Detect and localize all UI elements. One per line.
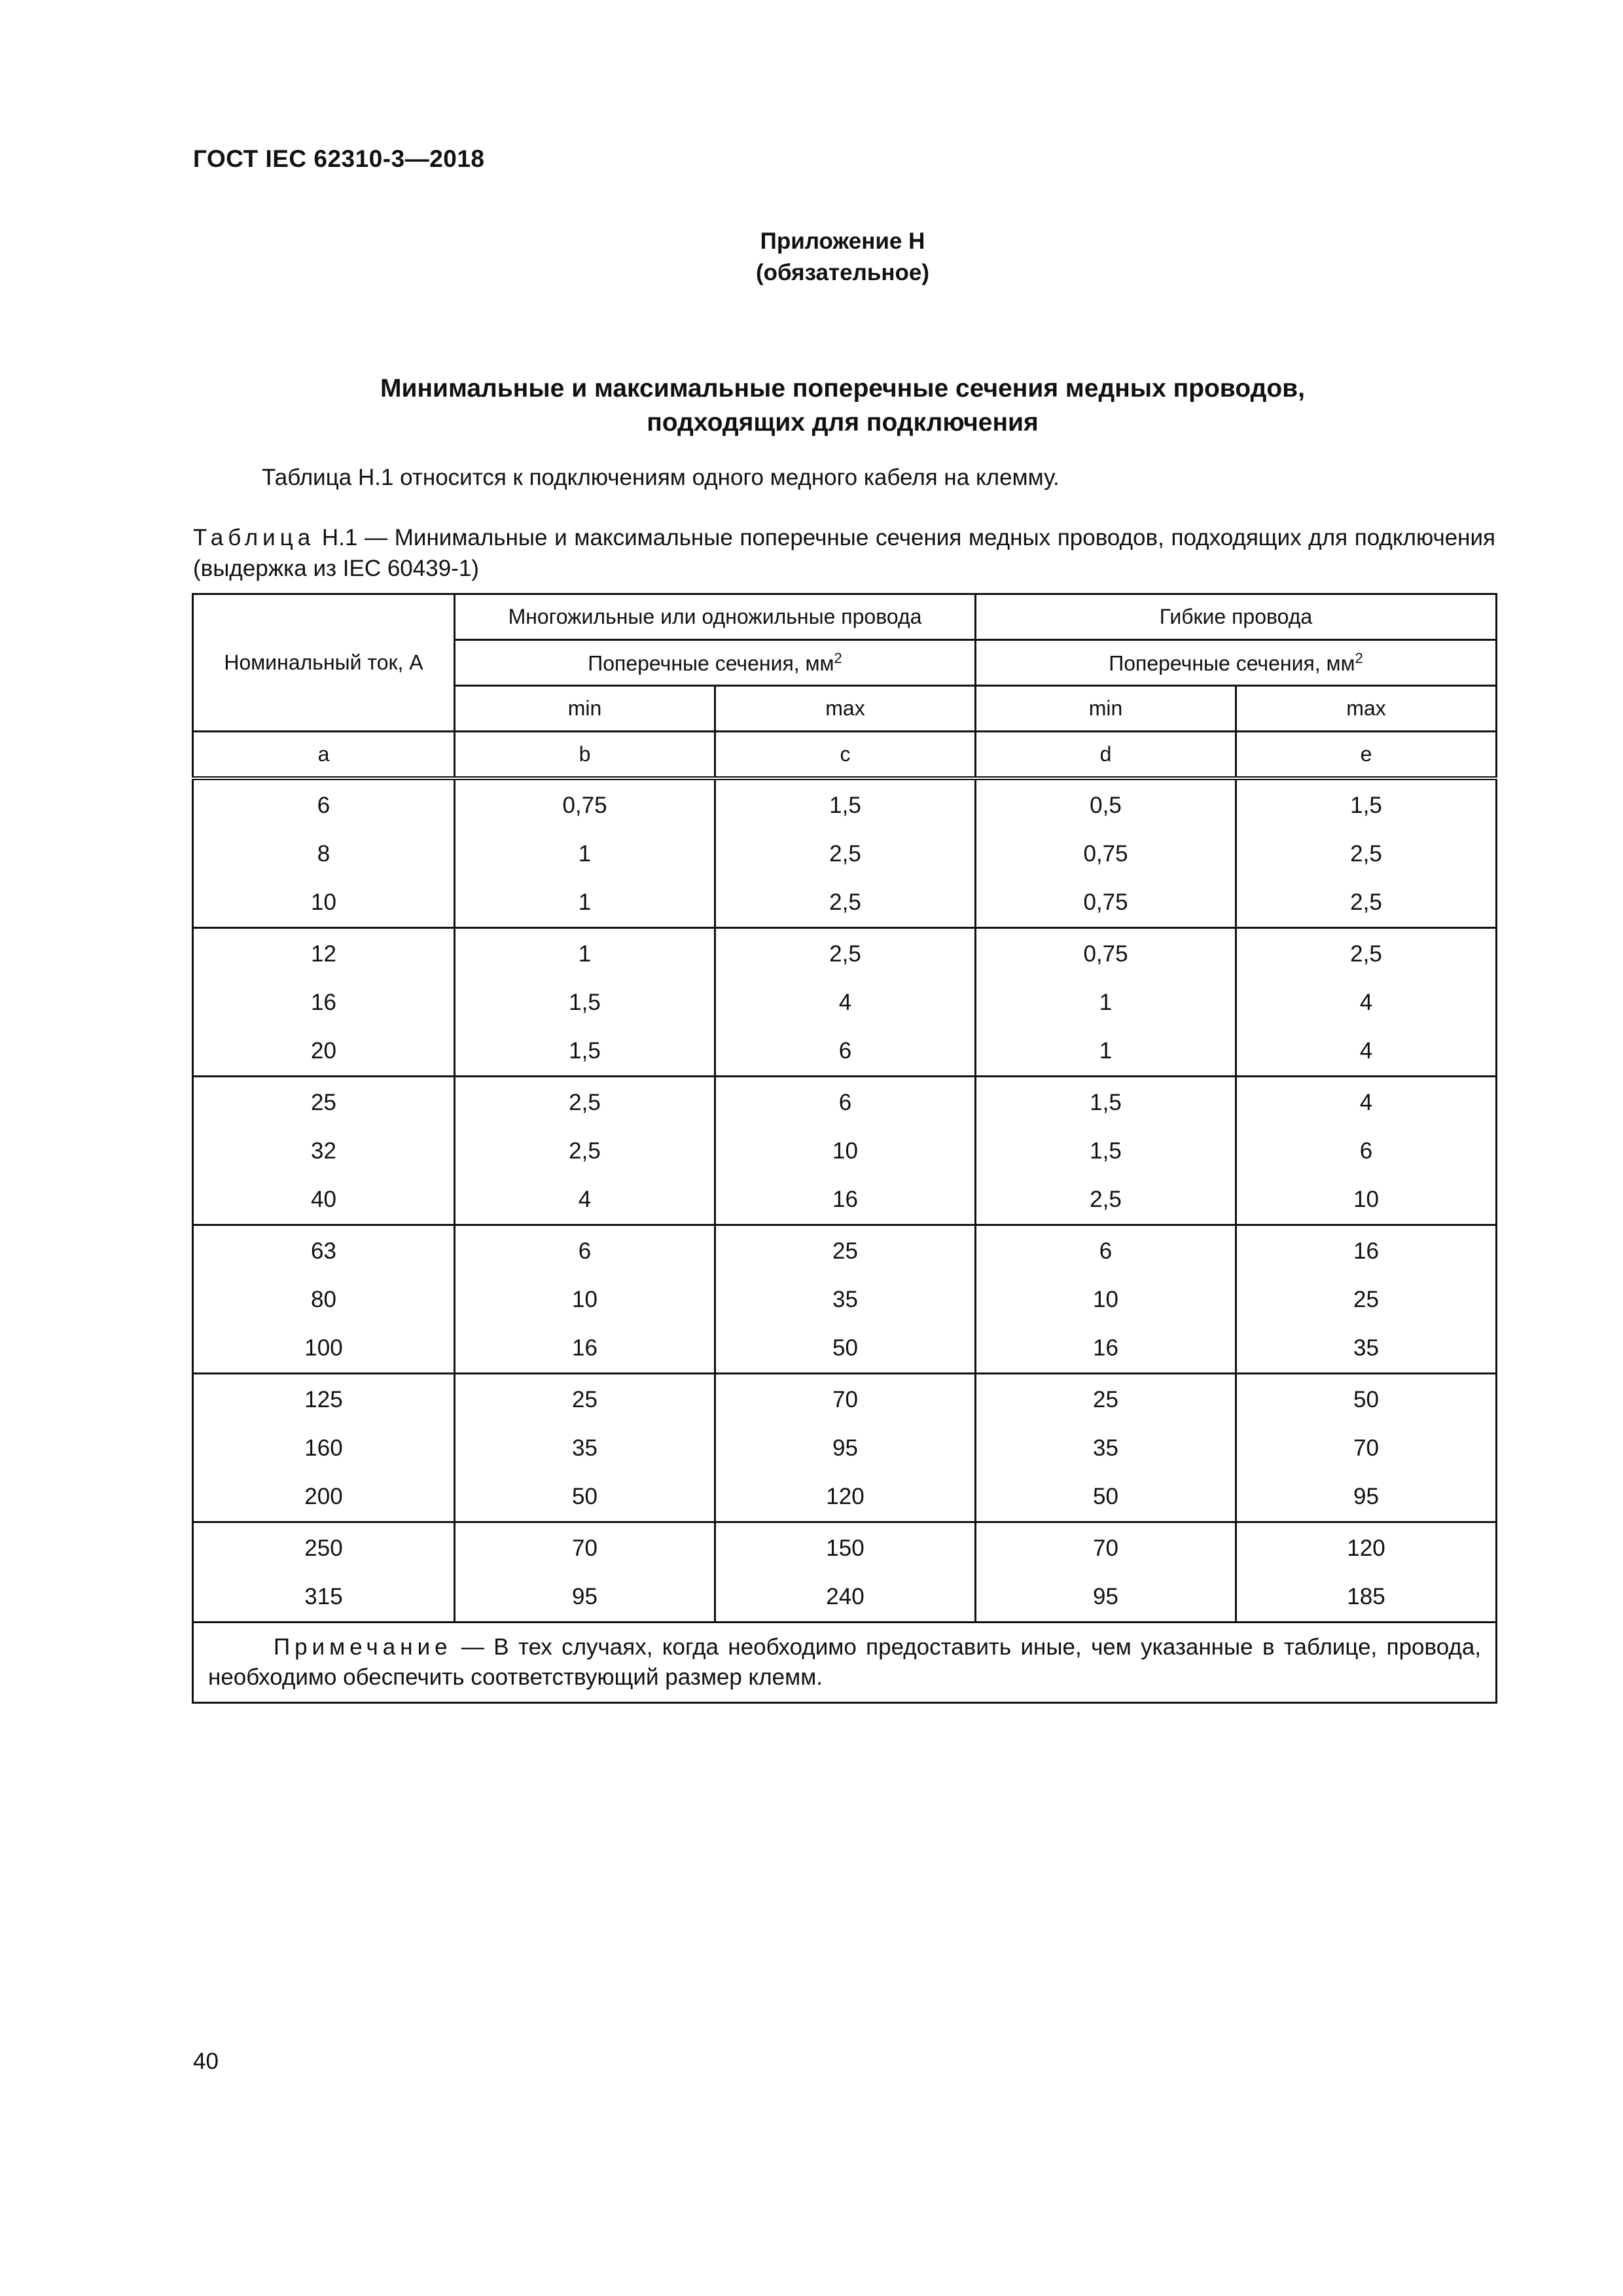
- header-min-solid: min: [455, 686, 715, 732]
- table-note-row: [193, 1623, 1497, 1703]
- solid-min-cell: [455, 1522, 715, 1623]
- cross-section-label: Поперечные сечения, мм: [588, 651, 834, 675]
- cell-value: 1,5: [1090, 1090, 1122, 1115]
- cell-value: 0,75: [1083, 889, 1128, 915]
- note-label: Примечание: [274, 1634, 452, 1660]
- cell-value: 16: [1353, 1238, 1379, 1264]
- table-caption: [193, 522, 1495, 584]
- rated-current-cell: [193, 1374, 455, 1522]
- cell-value: 6: [1099, 1238, 1113, 1264]
- cell-value: 2,5: [1350, 889, 1382, 915]
- cell-value: 25: [1353, 1287, 1379, 1312]
- cell-value: 16: [832, 1187, 858, 1212]
- cell-value: 1: [578, 841, 592, 867]
- table-row-group: [193, 778, 1497, 928]
- solid-max-cell: [715, 778, 976, 928]
- cell-value: 40: [311, 1187, 336, 1212]
- cell-value: 200: [304, 1484, 343, 1509]
- cell-value: 240: [826, 1584, 865, 1609]
- cell-value: 70: [1353, 1435, 1379, 1461]
- solid-min-cell: [455, 1374, 715, 1522]
- solid-min-cell: [455, 1225, 715, 1374]
- unit-superscript: 2: [1355, 649, 1363, 666]
- unit-superscript: 2: [834, 649, 842, 666]
- cell-value: 63: [311, 1238, 336, 1264]
- table-row-group: [193, 1225, 1497, 1374]
- header-min-flexible: min: [976, 686, 1236, 732]
- cell-value: 125: [304, 1387, 343, 1412]
- cell-value: 2,5: [1350, 841, 1382, 867]
- flexible-max-cell: [1236, 1225, 1497, 1374]
- flexible-min-cell: [976, 928, 1236, 1077]
- cell-value: 70: [572, 1535, 597, 1561]
- flexible-max-cell: [1236, 1522, 1497, 1623]
- cell-value: 20: [311, 1038, 336, 1064]
- flexible-min-cell: [976, 1225, 1236, 1374]
- column-letter: b: [455, 732, 715, 779]
- cell-value: 150: [826, 1535, 865, 1561]
- rated-current-cell: [193, 778, 455, 928]
- cell-value: 95: [1093, 1584, 1118, 1609]
- flexible-min-cell: [976, 1374, 1236, 1522]
- cell-value: 0,75: [1083, 841, 1128, 867]
- section-title-line-1: Минимальные и максимальные поперечные сечения медных проводов,: [380, 374, 1305, 403]
- header-cross-section-flexible: [976, 640, 1497, 686]
- table-row-group: [193, 1374, 1497, 1522]
- cell-value: 1: [1099, 1038, 1113, 1064]
- cell-value: 6: [317, 793, 330, 818]
- cell-value: 2,5: [829, 941, 861, 967]
- table-row-group: [193, 1077, 1497, 1225]
- cell-value: 4: [1359, 990, 1373, 1015]
- cell-value: 95: [832, 1435, 858, 1461]
- cell-value: 35: [1093, 1435, 1118, 1461]
- cross-section-label: Поперечные сечения, мм: [1109, 651, 1355, 675]
- cell-value: 35: [1353, 1335, 1379, 1361]
- cell-value: 1,5: [1350, 793, 1382, 818]
- cell-value: 4: [1359, 1090, 1373, 1115]
- cell-value: 1: [578, 889, 592, 915]
- cross-section-table: [192, 593, 1497, 1704]
- cell-value: 70: [832, 1387, 858, 1412]
- document-code: ГОСТ IEC 62310-3—2018: [193, 145, 485, 172]
- solid-max-cell: [715, 928, 976, 1077]
- cell-value: 250: [304, 1535, 343, 1561]
- flexible-max-cell: [1236, 928, 1497, 1077]
- table-note: [193, 1623, 1497, 1703]
- cell-value: 10: [832, 1138, 858, 1164]
- cell-value: 25: [572, 1387, 597, 1412]
- rated-current-cell: [193, 1225, 455, 1374]
- cell-value: 8: [317, 841, 330, 867]
- table-row-group: [193, 1522, 1497, 1623]
- cell-value: 10: [1353, 1187, 1379, 1212]
- column-letter: a: [193, 732, 455, 779]
- section-title-line-2: подходящих для подключения: [647, 408, 1039, 437]
- cell-value: 4: [1359, 1038, 1373, 1064]
- cell-value: 35: [572, 1435, 597, 1461]
- solid-max-cell: [715, 1077, 976, 1225]
- cell-value: 1,5: [829, 793, 861, 818]
- cell-value: 50: [572, 1484, 597, 1509]
- solid-max-cell: [715, 1225, 976, 1374]
- cell-value: 50: [832, 1335, 858, 1361]
- cell-value: 1,5: [569, 1038, 601, 1064]
- header-rated-current: Номинальный ток, А: [193, 594, 455, 732]
- cell-value: 6: [838, 1038, 852, 1064]
- cell-value: 1: [1099, 990, 1113, 1015]
- cell-value: 70: [1093, 1535, 1118, 1561]
- header-solid-wires: Многожильные или одножильные провода: [455, 594, 976, 640]
- column-letter: c: [715, 732, 976, 779]
- flexible-max-cell: [1236, 778, 1497, 928]
- cell-value: 2,5: [829, 841, 861, 867]
- table-row-group: [193, 928, 1497, 1077]
- flexible-min-cell: [976, 1522, 1236, 1623]
- intro-paragraph: Таблица Н.1 относится к подключениям одного медного кабеля на клемму.: [262, 465, 1060, 490]
- rated-current-cell: [193, 1077, 455, 1225]
- header-max-flexible: max: [1236, 686, 1497, 732]
- appendix-status: (обязательное): [755, 260, 929, 285]
- cell-value: 4: [578, 1187, 592, 1212]
- cell-value: 4: [838, 990, 852, 1015]
- cell-value: 2,5: [569, 1090, 601, 1115]
- cell-value: 1: [578, 941, 592, 967]
- cell-value: 50: [1093, 1484, 1118, 1509]
- cell-value: 80: [311, 1287, 336, 1312]
- solid-min-cell: [455, 1077, 715, 1225]
- cell-value: 2,5: [829, 889, 861, 915]
- cell-value: 1,5: [569, 990, 601, 1015]
- column-letters-row: [193, 732, 1497, 779]
- flexible-max-cell: [1236, 1374, 1497, 1522]
- appendix-title: Приложение Н: [760, 228, 925, 254]
- appendix-heading: [0, 226, 1623, 289]
- cell-value: 120: [826, 1484, 865, 1509]
- cell-value: 16: [572, 1335, 597, 1361]
- flexible-min-cell: [976, 1077, 1236, 1225]
- section-title: [0, 372, 1623, 440]
- cell-value: 10: [572, 1287, 597, 1312]
- cell-value: 100: [304, 1335, 343, 1361]
- table-caption-text: Н.1 — Минимальные и максимальные поперечные сечения медных проводов, подходящих для подключения (выдержка из IEC 60439-1): [193, 525, 1495, 581]
- solid-max-cell: [715, 1374, 976, 1522]
- cell-value: 315: [304, 1584, 343, 1609]
- cell-value: 6: [838, 1090, 852, 1115]
- cell-value: 10: [311, 889, 336, 915]
- solid-min-cell: [455, 778, 715, 928]
- cell-value: 185: [1347, 1584, 1385, 1609]
- cell-value: 0,75: [562, 793, 607, 818]
- cell-value: 16: [1093, 1335, 1118, 1361]
- header-max-solid: max: [715, 686, 976, 732]
- cell-value: 160: [304, 1435, 343, 1461]
- cell-value: 1,5: [1090, 1138, 1122, 1164]
- cell-value: 2,5: [1350, 941, 1382, 967]
- flexible-min-cell: [976, 778, 1236, 928]
- cell-value: 25: [832, 1238, 858, 1264]
- header-cross-section-solid: [455, 640, 976, 686]
- page-number: 40: [193, 2049, 219, 2074]
- rated-current-cell: [193, 928, 455, 1077]
- cell-value: 120: [1347, 1535, 1385, 1561]
- column-letter: d: [976, 732, 1236, 779]
- cell-value: 0,5: [1090, 793, 1122, 818]
- rated-current-cell: [193, 1522, 455, 1623]
- cell-value: 2,5: [1090, 1187, 1122, 1212]
- column-letter: e: [1236, 732, 1497, 779]
- cell-value: 2,5: [569, 1138, 601, 1164]
- cell-value: 95: [1353, 1484, 1379, 1509]
- solid-min-cell: [455, 928, 715, 1077]
- cell-value: 6: [578, 1238, 592, 1264]
- cell-value: 10: [1093, 1287, 1118, 1312]
- cell-value: 35: [832, 1287, 858, 1312]
- cell-value: 25: [1093, 1387, 1118, 1412]
- flexible-max-cell: [1236, 1077, 1497, 1225]
- cell-value: 16: [311, 990, 336, 1015]
- cell-value: 0,75: [1083, 941, 1128, 967]
- cell-value: 12: [311, 941, 336, 967]
- cell-value: 25: [311, 1090, 336, 1115]
- table-header-row-1: [193, 594, 1497, 640]
- cell-value: 50: [1353, 1387, 1379, 1412]
- note-text: — В тех случаях, когда необходимо предоставить иные, чем указанные в таблице, провода, необходимо обеспечить соответствующий размер клемм.: [208, 1634, 1482, 1690]
- cell-value: 95: [572, 1584, 597, 1609]
- table-caption-label: Таблица: [193, 525, 315, 550]
- cell-value: 6: [1359, 1138, 1373, 1164]
- cell-value: 32: [311, 1138, 336, 1164]
- solid-max-cell: [715, 1522, 976, 1623]
- header-flexible-wires: Гибкие провода: [976, 594, 1497, 640]
